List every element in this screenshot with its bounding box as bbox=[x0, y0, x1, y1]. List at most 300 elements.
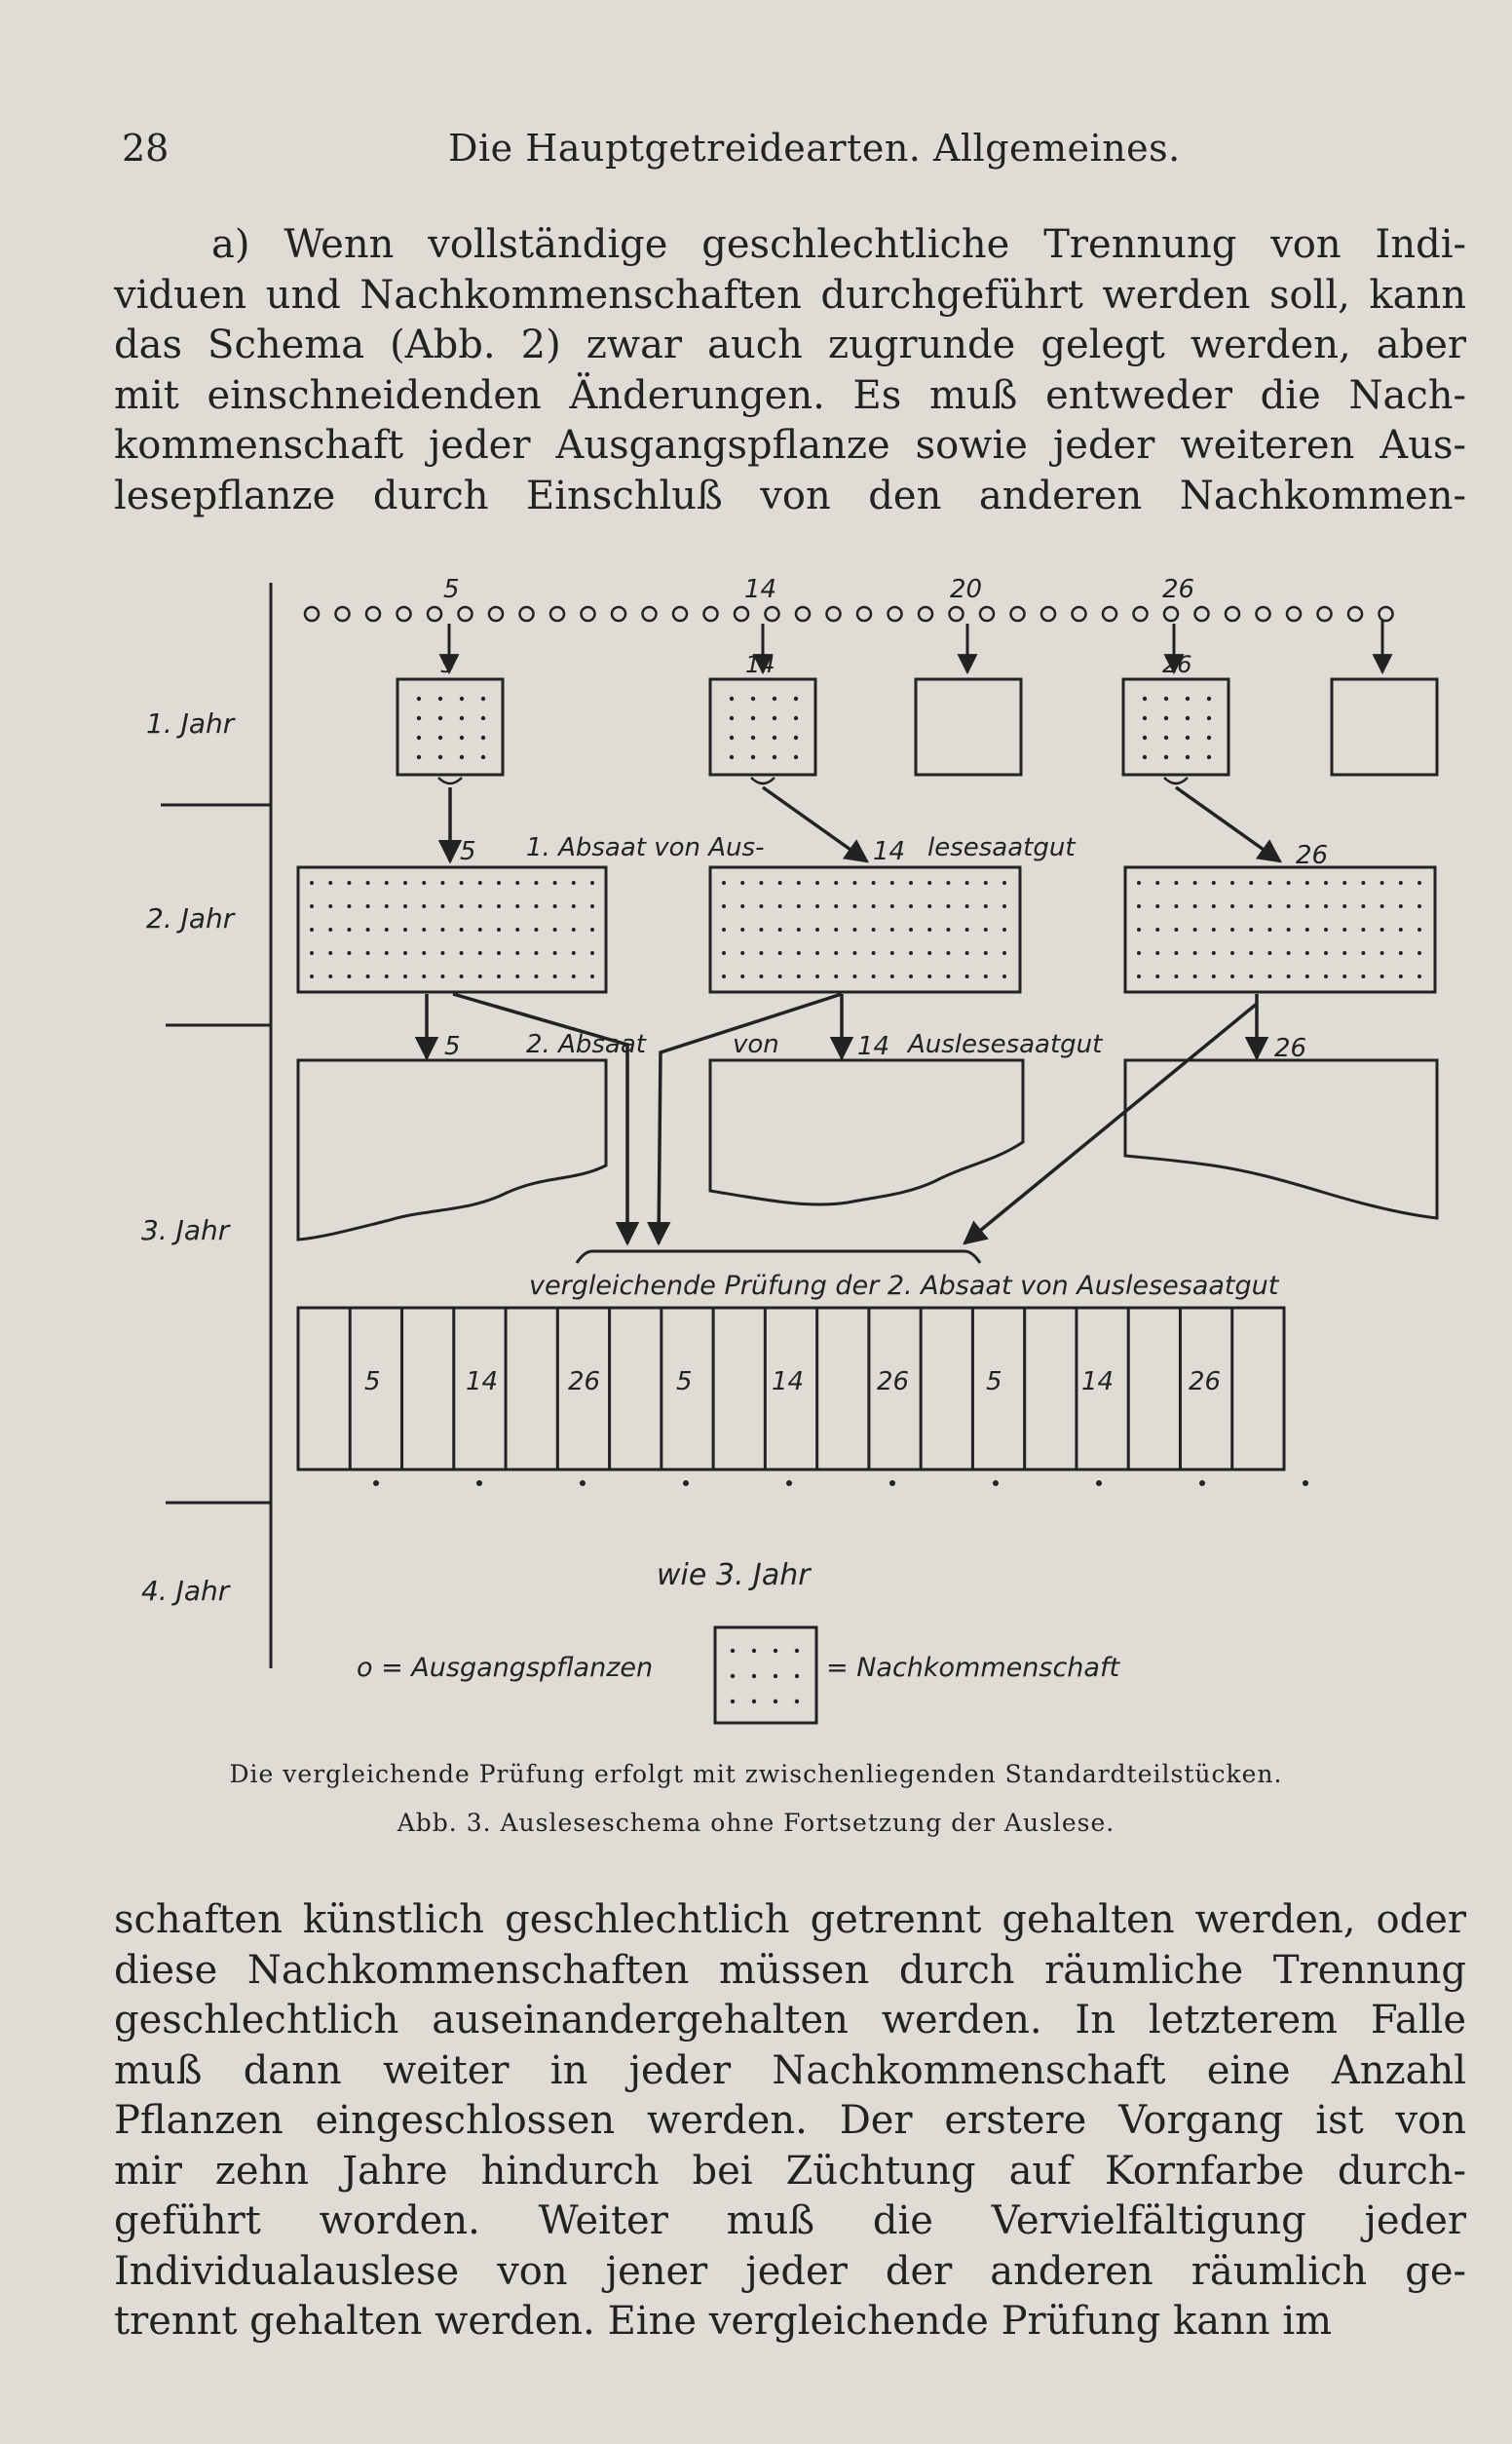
text-line: muß dann weiter in jeder Nachkommenschaft eine Anzahl bbox=[114, 2047, 1466, 2093]
legend-dot bbox=[752, 1649, 756, 1653]
plot-dot bbox=[1212, 951, 1216, 955]
progeny-dot bbox=[1164, 736, 1168, 740]
origin-plant-circle bbox=[643, 607, 657, 621]
year3-plot bbox=[298, 1060, 606, 1240]
plot-dot bbox=[1137, 974, 1141, 978]
year4-label: wie 3. Jahr bbox=[657, 1558, 811, 1592]
plot-number: 26 bbox=[568, 1367, 601, 1396]
plot-dot bbox=[572, 904, 576, 908]
plot-dot bbox=[328, 904, 332, 908]
year-label: 1. Jahr bbox=[146, 707, 235, 740]
text-line: diese Nachkommenschaften müssen durch räumliche Trennung bbox=[114, 1947, 1466, 1993]
progeny-dot bbox=[751, 736, 755, 740]
origin-plant-circle bbox=[1257, 607, 1270, 621]
plot-dot bbox=[1193, 881, 1197, 885]
plot-dot bbox=[347, 881, 351, 885]
plot-dot bbox=[778, 974, 782, 978]
progeny-box bbox=[1332, 679, 1437, 775]
plot-dot bbox=[1137, 951, 1141, 955]
plot-dot bbox=[534, 904, 538, 908]
plot-dot bbox=[1230, 951, 1234, 955]
plot-dot bbox=[984, 951, 988, 955]
plot-dot bbox=[515, 974, 519, 978]
plot-dot bbox=[759, 928, 763, 932]
plot-dot bbox=[965, 951, 969, 955]
plot-dot bbox=[1155, 928, 1159, 932]
origin-plant-circle bbox=[1226, 607, 1239, 621]
plot-dot bbox=[1230, 974, 1234, 978]
plot-dot bbox=[1287, 928, 1291, 932]
plot-number: 14 bbox=[466, 1367, 499, 1396]
plot-dot bbox=[1155, 974, 1159, 978]
plot-dot bbox=[759, 904, 763, 908]
plot-dot bbox=[347, 951, 351, 955]
plot-dot bbox=[1305, 881, 1309, 885]
plot-dot bbox=[366, 904, 370, 908]
year-label: 2. Jahr bbox=[146, 902, 235, 935]
plot-dot bbox=[422, 881, 426, 885]
plot-dot bbox=[778, 904, 782, 908]
plot-dot bbox=[1287, 951, 1291, 955]
origin-plant-circle bbox=[673, 607, 687, 621]
progeny-dot bbox=[460, 697, 464, 701]
plot-dot bbox=[1399, 951, 1403, 955]
plot-dot bbox=[890, 974, 894, 978]
progeny-dot bbox=[730, 697, 734, 701]
plot-dot bbox=[328, 951, 332, 955]
plot-dot bbox=[1342, 881, 1346, 885]
origin-plant-circle bbox=[428, 607, 441, 621]
plot-dot bbox=[1212, 881, 1216, 885]
plot-dot bbox=[440, 881, 444, 885]
plot-dot bbox=[385, 881, 389, 885]
progeny-dot bbox=[794, 716, 798, 720]
plot-dot bbox=[965, 928, 969, 932]
absaat2-label-von: von bbox=[733, 1030, 779, 1059]
progeny-dot bbox=[417, 736, 421, 740]
origin-plant-circle bbox=[305, 607, 319, 621]
plot-dot bbox=[1137, 928, 1141, 932]
plot-dot bbox=[553, 881, 557, 885]
text-line: mit einschneidenden Änderungen. Es muß entweder die Nach- bbox=[114, 372, 1466, 418]
progeny-dot bbox=[417, 755, 421, 759]
strip-dot bbox=[1303, 1480, 1308, 1486]
plot-dot bbox=[440, 928, 444, 932]
plot-dot bbox=[1287, 881, 1291, 885]
plot-dot bbox=[1249, 928, 1253, 932]
plot-dot bbox=[497, 881, 501, 885]
plot-dot bbox=[927, 928, 931, 932]
plot-dot bbox=[534, 881, 538, 885]
progeny-dot bbox=[481, 716, 485, 720]
plot-dot bbox=[1267, 951, 1271, 955]
plot-dot bbox=[1418, 951, 1421, 955]
plot-dot bbox=[1399, 881, 1403, 885]
progeny-dot bbox=[481, 755, 485, 759]
plot-dot bbox=[1305, 951, 1309, 955]
progeny-dot bbox=[751, 697, 755, 701]
plot-dot bbox=[1193, 904, 1197, 908]
plot-dot bbox=[834, 974, 838, 978]
plot-dot bbox=[478, 881, 482, 885]
progeny-box-dotted bbox=[397, 679, 503, 775]
text-line: geschlechtlich auseinandergehalten werden. In letzterem Falle bbox=[114, 1998, 1466, 2043]
year3-plot bbox=[710, 1060, 1023, 1204]
text-line: Individualauslese von jener jeder der anderen räumlich ge- bbox=[114, 2248, 1466, 2294]
legend-origin-plants: o = Ausgangspflanzen bbox=[357, 1653, 654, 1683]
strip-dot bbox=[889, 1480, 895, 1486]
plot-dot bbox=[946, 974, 950, 978]
origin-plant-circle bbox=[366, 607, 380, 621]
origin-plant-circle bbox=[459, 607, 472, 621]
plot-dot bbox=[984, 974, 988, 978]
plot-dot bbox=[347, 904, 351, 908]
plot-dot bbox=[1361, 881, 1365, 885]
progeny-dot bbox=[1186, 697, 1190, 701]
plot-dot bbox=[909, 928, 913, 932]
progeny-dot bbox=[1186, 755, 1190, 759]
selection-scheme-figure bbox=[0, 546, 1512, 1852]
plot-dot bbox=[890, 928, 894, 932]
plot-dot bbox=[515, 951, 519, 955]
plot-dot bbox=[872, 974, 876, 978]
origin-plant-circle bbox=[1134, 607, 1148, 621]
arrow-number: 5 bbox=[460, 837, 476, 866]
plot-dot bbox=[1324, 881, 1328, 885]
origin-plant-circle bbox=[704, 607, 718, 621]
plot-dot bbox=[722, 904, 726, 908]
plot-dot bbox=[815, 951, 819, 955]
plot-dot bbox=[797, 881, 801, 885]
text-line: geführt worden. Weiter muß die Vervielfältigung jeder bbox=[114, 2198, 1466, 2243]
plot-dot bbox=[852, 904, 856, 908]
plot-dot bbox=[965, 881, 969, 885]
plot-dot bbox=[759, 951, 763, 955]
progeny-box bbox=[916, 679, 1021, 775]
plot-dot bbox=[515, 904, 519, 908]
progeny-box-dotted bbox=[1123, 679, 1228, 775]
progeny-dot bbox=[1143, 716, 1147, 720]
plot-dot bbox=[946, 928, 950, 932]
progeny-dot bbox=[794, 755, 798, 759]
plot-dot bbox=[1399, 974, 1403, 978]
plot-dot bbox=[740, 928, 744, 932]
plot-dot bbox=[1324, 951, 1328, 955]
plot-dot bbox=[1380, 951, 1384, 955]
plot-dot bbox=[422, 904, 426, 908]
legend-dot bbox=[774, 1649, 777, 1653]
absaat1-label-cont: lesesaatgut bbox=[927, 833, 1076, 862]
plot-dot bbox=[366, 881, 370, 885]
strip-dot bbox=[786, 1480, 792, 1486]
plot-dot bbox=[815, 928, 819, 932]
progeny-dot bbox=[794, 697, 798, 701]
plot-dot bbox=[385, 951, 389, 955]
plot-dot bbox=[946, 904, 950, 908]
plot-dot bbox=[740, 951, 744, 955]
plot-dot bbox=[946, 951, 950, 955]
plot-dot bbox=[984, 904, 988, 908]
plot-dot bbox=[890, 951, 894, 955]
legend-dot bbox=[795, 1674, 799, 1678]
plot-dot bbox=[1002, 928, 1006, 932]
plot-dot bbox=[1174, 928, 1178, 932]
plot-dot bbox=[1155, 951, 1159, 955]
origin-plant-circle bbox=[919, 607, 932, 621]
plot-dot bbox=[834, 951, 838, 955]
text-line: das Schema (Abb. 2) zwar auch zugrunde gelegt werden, aber bbox=[114, 323, 1466, 367]
origin-plant-circle bbox=[766, 607, 779, 621]
comparison-brace bbox=[577, 1251, 980, 1263]
plot-dot bbox=[722, 951, 726, 955]
origin-plant-circle bbox=[1195, 607, 1209, 621]
plot-dot bbox=[872, 928, 876, 932]
plot-dot bbox=[1399, 904, 1403, 908]
plot-dot bbox=[1193, 951, 1197, 955]
plot-dot bbox=[422, 974, 426, 978]
legend-dot bbox=[752, 1674, 756, 1678]
progeny-dot bbox=[1164, 755, 1168, 759]
plot-dot bbox=[852, 881, 856, 885]
legend-box bbox=[715, 1627, 816, 1723]
plot-dot bbox=[834, 928, 838, 932]
plot-dot bbox=[1137, 881, 1141, 885]
plot-dot bbox=[497, 974, 501, 978]
progeny-dot bbox=[1143, 697, 1147, 701]
plot-dot bbox=[1418, 904, 1421, 908]
arrow-number: 26 bbox=[1296, 841, 1329, 870]
origin-plant-circle bbox=[550, 607, 564, 621]
origin-plant-circle bbox=[980, 607, 994, 621]
plot-dot bbox=[1380, 881, 1384, 885]
plot-dot bbox=[478, 904, 482, 908]
plot-dot bbox=[1249, 974, 1253, 978]
figure-caption-note: Die vergleichende Prüfung erfolgt mit zwischenliegenden Standardteilstücken. bbox=[229, 1760, 1283, 1788]
plot-dot bbox=[1230, 928, 1234, 932]
progeny-dot bbox=[730, 755, 734, 759]
plot-dot bbox=[1418, 928, 1421, 932]
text-line: Pflanzen eingeschlossen werden. Der erstere Vorgang ist von bbox=[114, 2098, 1466, 2143]
plot-dot bbox=[1380, 904, 1384, 908]
origin-plant-circle bbox=[1103, 607, 1116, 621]
plot-dot bbox=[1230, 904, 1234, 908]
plot-dot bbox=[1418, 974, 1421, 978]
plot-dot bbox=[497, 951, 501, 955]
plot-dot bbox=[1267, 974, 1271, 978]
plot-dot bbox=[1287, 904, 1291, 908]
plot-dot bbox=[740, 904, 744, 908]
box-number: 5 bbox=[440, 651, 456, 678]
plot-dot bbox=[497, 928, 501, 932]
year-label: 3. Jahr bbox=[141, 1214, 230, 1246]
plot-number: 14 bbox=[772, 1367, 805, 1396]
plot-dot bbox=[1002, 881, 1006, 885]
plot-dot bbox=[1305, 904, 1309, 908]
text-line: kommenschaft jeder Ausgangspflanze sowie jeder weiteren Aus- bbox=[114, 423, 1466, 468]
page-header bbox=[122, 127, 1388, 185]
plot-dot bbox=[385, 974, 389, 978]
plot-dot bbox=[403, 974, 407, 978]
progeny-dot bbox=[1207, 697, 1211, 701]
progeny-dot bbox=[751, 755, 755, 759]
plot-dot bbox=[890, 904, 894, 908]
plot-dot bbox=[759, 974, 763, 978]
plot-dot bbox=[366, 928, 370, 932]
plot-dot bbox=[815, 974, 819, 978]
plot-dot bbox=[1174, 881, 1178, 885]
plot-dot bbox=[797, 928, 801, 932]
arrow-number: 14 bbox=[873, 837, 906, 866]
plot-dot bbox=[1418, 881, 1421, 885]
origin-plant-circle bbox=[735, 607, 748, 621]
plot-dot bbox=[403, 951, 407, 955]
plot-dot bbox=[815, 881, 819, 885]
plot-dot bbox=[1399, 928, 1403, 932]
plot-dot bbox=[310, 974, 314, 978]
plot-dot bbox=[909, 881, 913, 885]
plot-dot bbox=[759, 881, 763, 885]
plot-dot bbox=[927, 951, 931, 955]
plot-number: 26 bbox=[877, 1367, 910, 1396]
plot-dot bbox=[440, 974, 444, 978]
progeny-dot bbox=[1164, 716, 1168, 720]
plot-dot bbox=[460, 928, 464, 932]
plot-dot bbox=[553, 928, 557, 932]
year2-plot bbox=[298, 867, 606, 992]
plot-dot bbox=[590, 951, 594, 955]
top-number: 14 bbox=[744, 575, 777, 604]
plot-dot bbox=[722, 928, 726, 932]
plot-dot bbox=[515, 928, 519, 932]
progeny-dot bbox=[773, 755, 776, 759]
legend-progeny: = Nachkommenschaft bbox=[826, 1653, 1120, 1683]
plot-dot bbox=[310, 951, 314, 955]
plot-dot bbox=[347, 928, 351, 932]
plot-dot bbox=[1212, 904, 1216, 908]
strip-dot bbox=[683, 1480, 689, 1486]
progeny-dot bbox=[1207, 716, 1211, 720]
progeny-dot bbox=[417, 716, 421, 720]
progeny-dot bbox=[773, 697, 776, 701]
plot-number: 5 bbox=[676, 1367, 693, 1396]
plot-dot bbox=[366, 974, 370, 978]
plot-dot bbox=[1002, 951, 1006, 955]
top-number: 26 bbox=[1162, 575, 1195, 604]
plot-dot bbox=[946, 881, 950, 885]
plot-dot bbox=[1267, 904, 1271, 908]
box-number: 14 bbox=[745, 651, 775, 678]
strip-dot bbox=[1096, 1480, 1102, 1486]
plot-dot bbox=[590, 928, 594, 932]
progeny-dot bbox=[751, 716, 755, 720]
progeny-dot bbox=[481, 697, 485, 701]
arrow-number: 5 bbox=[444, 1032, 461, 1061]
progeny-dot bbox=[1164, 697, 1168, 701]
plot-dot bbox=[590, 881, 594, 885]
plot-dot bbox=[1230, 881, 1234, 885]
origin-plant-circle bbox=[582, 607, 595, 621]
plot-dot bbox=[927, 881, 931, 885]
plot-dot bbox=[497, 904, 501, 908]
legend-dot bbox=[731, 1649, 735, 1653]
origin-plant-circle bbox=[520, 607, 534, 621]
plot-dot bbox=[1193, 928, 1197, 932]
origin-plants-row bbox=[305, 607, 1393, 621]
origin-plant-circle bbox=[1287, 607, 1301, 621]
plot-dot bbox=[852, 928, 856, 932]
plot-dot bbox=[572, 951, 576, 955]
plot-dot bbox=[1155, 904, 1159, 908]
legend-dot bbox=[795, 1699, 799, 1703]
origin-plant-circle bbox=[1041, 607, 1055, 621]
plot-dot bbox=[403, 881, 407, 885]
legend-dot bbox=[774, 1674, 777, 1678]
plot-dot bbox=[984, 928, 988, 932]
origin-plant-circle bbox=[612, 607, 625, 621]
plot-dot bbox=[1212, 974, 1216, 978]
plot-dot bbox=[1342, 974, 1346, 978]
origin-plant-circle bbox=[1164, 607, 1178, 621]
plot-dot bbox=[1361, 974, 1365, 978]
running-title: Die Hauptgetreidearten. Allgemeines. bbox=[448, 127, 1181, 170]
plot-dot bbox=[872, 904, 876, 908]
legend-dot bbox=[774, 1699, 777, 1703]
figure-caption-title: Abb. 3. Ausleseschema ohne Fortsetzung der Auslese. bbox=[397, 1809, 1115, 1837]
text-line: schaften künstlich geschlechtlich getrennt gehalten werden, oder bbox=[114, 1897, 1466, 1942]
plot-number: 5 bbox=[364, 1367, 381, 1396]
plot-dot bbox=[1193, 974, 1197, 978]
plot-dot bbox=[778, 881, 782, 885]
plot-dot bbox=[534, 974, 538, 978]
plot-dot bbox=[1174, 904, 1178, 908]
year3-plot bbox=[1125, 1060, 1437, 1218]
plot-dot bbox=[797, 904, 801, 908]
plot-dot bbox=[347, 974, 351, 978]
plot-dot bbox=[460, 951, 464, 955]
plot-dot bbox=[553, 951, 557, 955]
origin-plant-circle bbox=[827, 607, 841, 621]
plot-dot bbox=[1155, 881, 1159, 885]
origin-plant-circle bbox=[1011, 607, 1025, 621]
plot-dot bbox=[1174, 974, 1178, 978]
text-line: mir zehn Jahre hindurch bei Züchtung auf Kornfarbe durch- bbox=[114, 2148, 1466, 2194]
plot-dot bbox=[478, 951, 482, 955]
plot-dot bbox=[310, 928, 314, 932]
plot-dot bbox=[534, 928, 538, 932]
top-number: 5 bbox=[443, 575, 460, 604]
progeny-dot bbox=[460, 716, 464, 720]
origin-plant-circle bbox=[336, 607, 350, 621]
plot-dot bbox=[927, 974, 931, 978]
plot-dot bbox=[852, 951, 856, 955]
box-number: 26 bbox=[1162, 651, 1192, 678]
strip-dot bbox=[1199, 1480, 1205, 1486]
origin-plant-circle bbox=[1380, 607, 1393, 621]
origin-plant-circle bbox=[489, 607, 503, 621]
strip-dot bbox=[993, 1480, 999, 1486]
progeny-dot bbox=[481, 736, 485, 740]
plot-dot bbox=[1342, 928, 1346, 932]
progeny-dot bbox=[460, 755, 464, 759]
plot-dot bbox=[1361, 928, 1365, 932]
origin-plant-circle bbox=[857, 607, 871, 621]
plot-dot bbox=[440, 904, 444, 908]
plot-dot bbox=[778, 951, 782, 955]
plot-dot bbox=[909, 974, 913, 978]
plot-dot bbox=[422, 951, 426, 955]
comparison-label: vergleichende Prüfung der 2. Absaat von Auslesesaatgut bbox=[529, 1271, 1279, 1301]
plot-dot bbox=[328, 928, 332, 932]
